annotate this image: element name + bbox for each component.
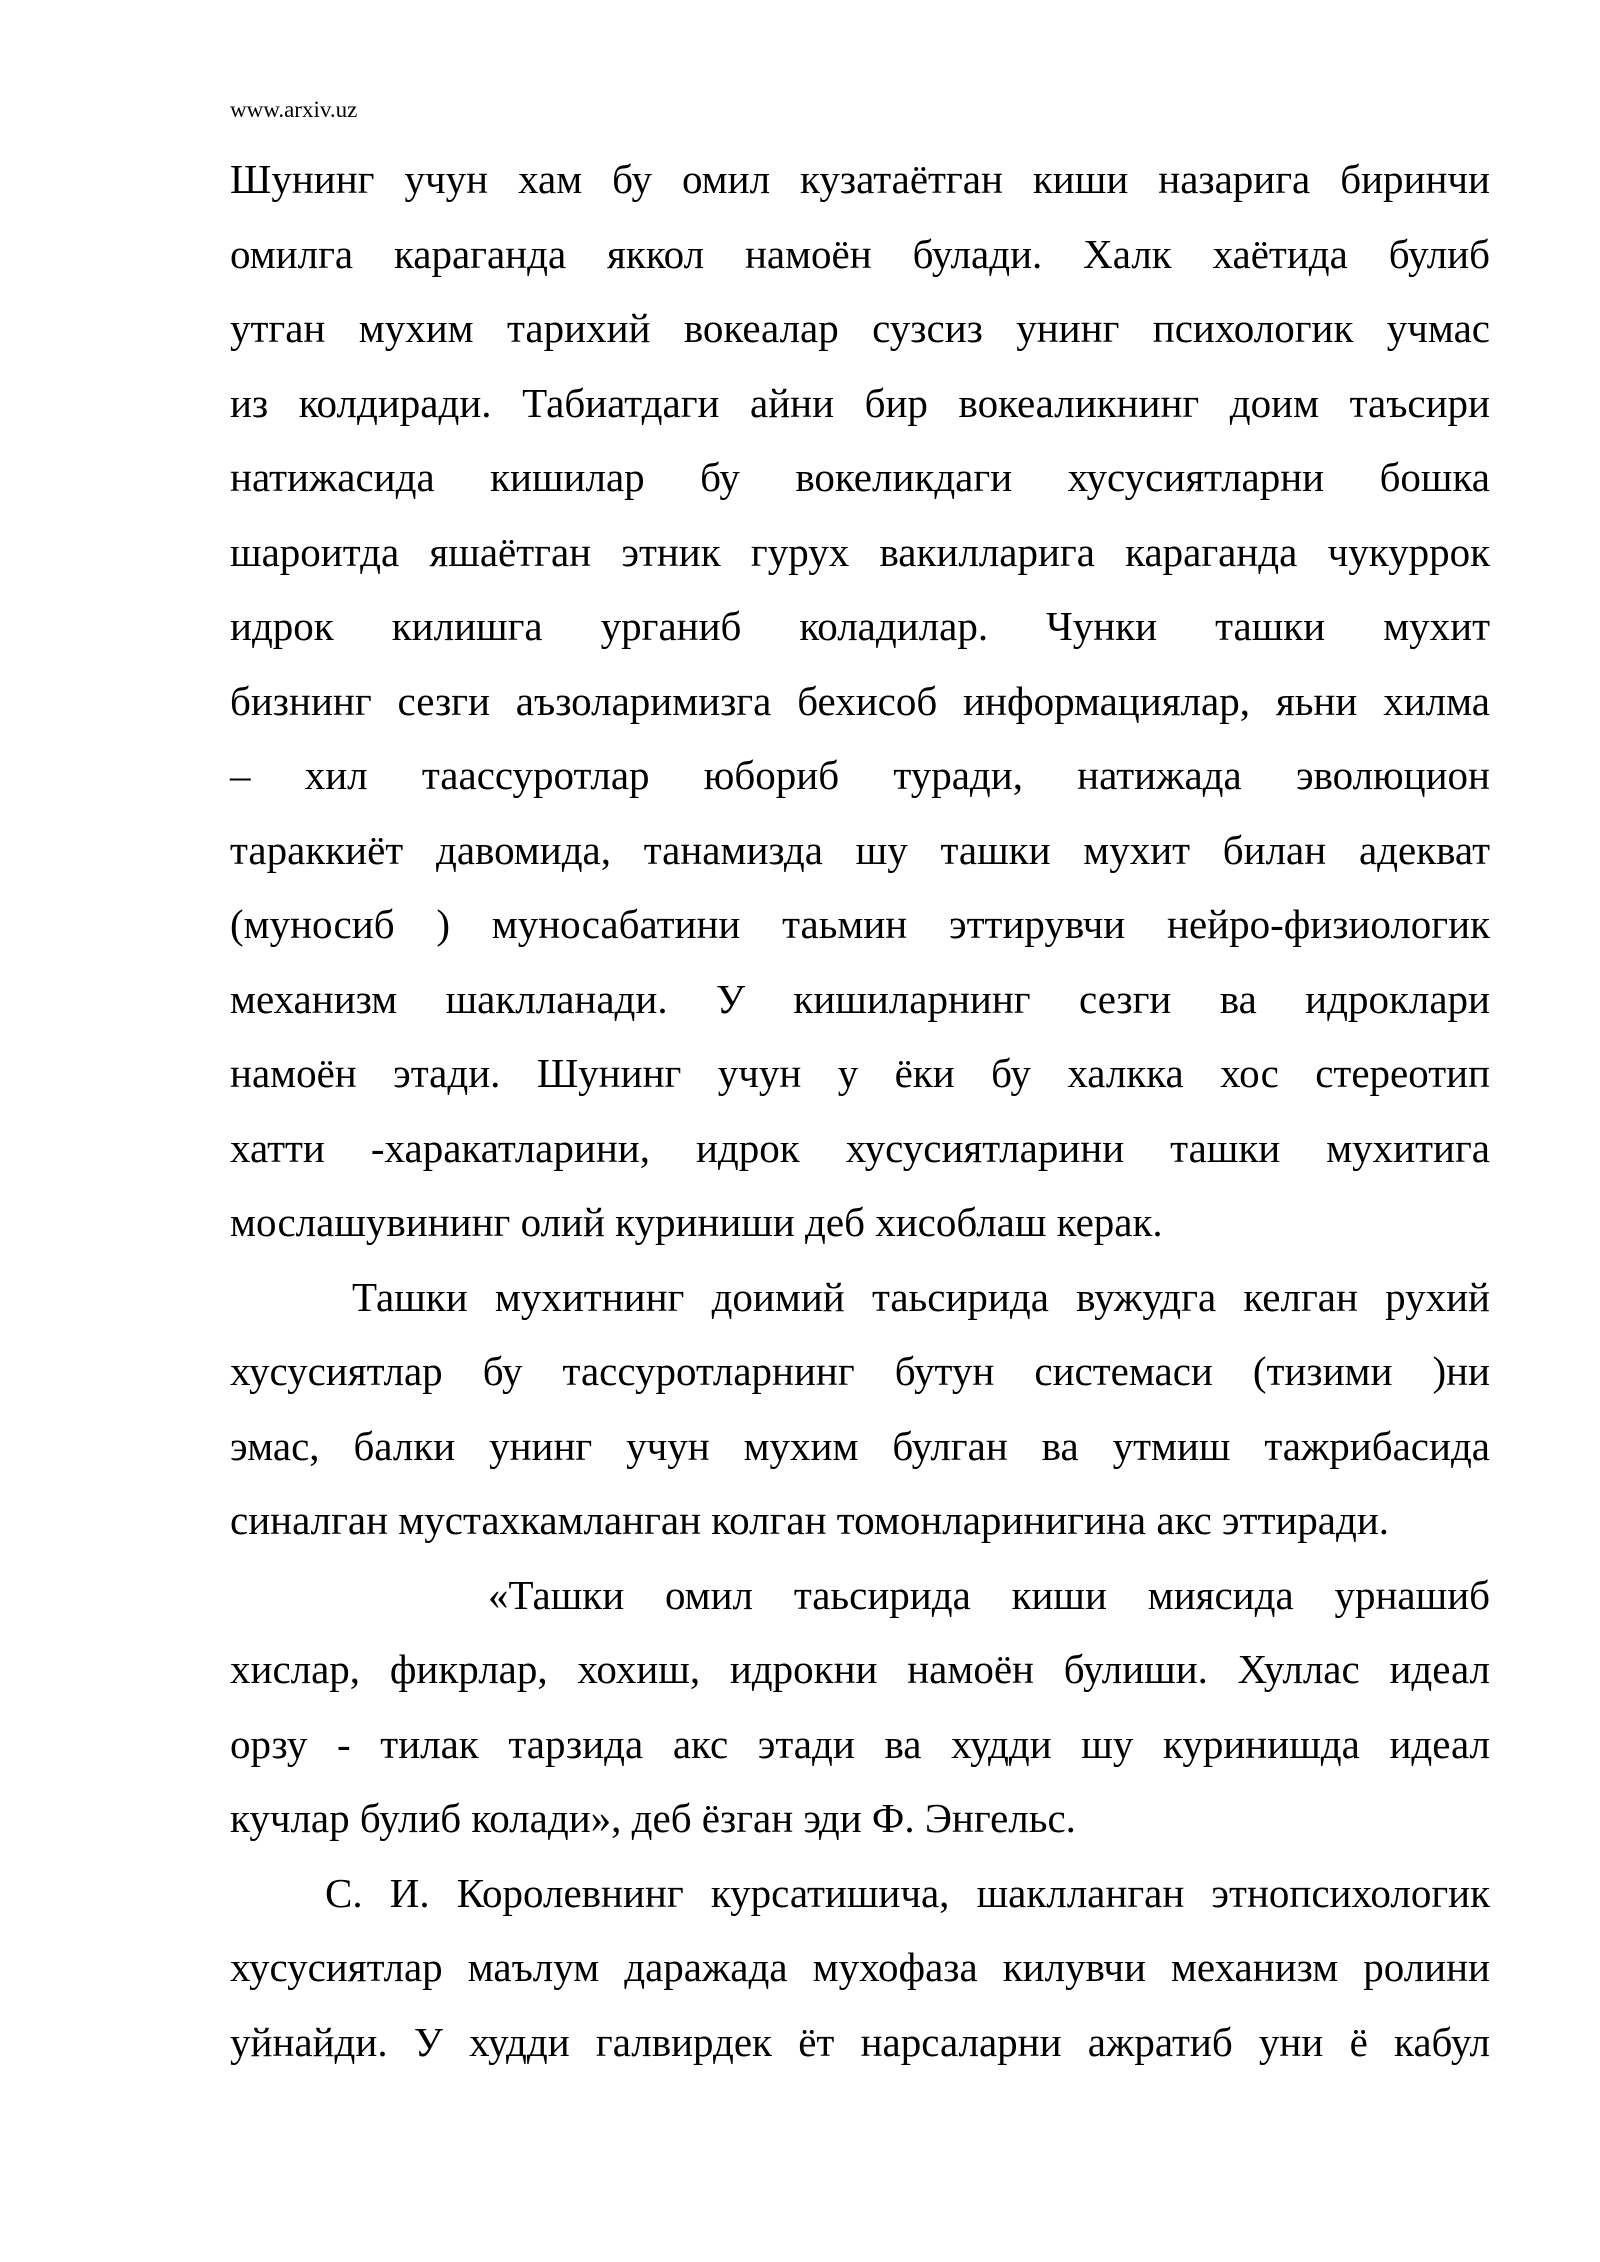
site-url-header: www.arxiv.uz	[230, 97, 358, 122]
text-line: кучлар булиб колади», деб ёзган эди Ф. Энгельс.	[230, 1795, 1076, 1841]
text-line: хислар, фикрлар, хохиш, идрокни намоён булиши. Хуллас идеал	[230, 1646, 1490, 1692]
text-line: намоён этади. Шунинг учун у ёки бу халкка хос стереотип	[230, 1050, 1490, 1096]
text-line: Ташки мухитнинг доимий таьсирида вужудга келган рухий	[352, 1273, 1490, 1320]
text-line: идрок килишга урганиб коладилар. Чунки ташки мухит	[230, 603, 1490, 649]
text-line: синалган мустахкамланган колган томонларинигина акс эттиради.	[230, 1497, 1390, 1543]
text-line: омилга караганда яккол намоён булади. Халк хаётида булиб	[230, 230, 1490, 277]
text-line: бизнинг сезги аъзоларимизга бехисоб информациялар, яьни хилма	[230, 677, 1490, 724]
document-body	[230, 142, 1490, 2079]
text-line: – хил таассуротлар юбориб туради, натижада эволюцион	[230, 752, 1490, 798]
text-line: «Ташки омил таьсирида киши миясида урнашиб	[488, 1571, 1490, 1618]
text-line: натижасида кишилар бу вокеликдаги хусусиятларни бошка	[230, 454, 1490, 500]
text-line: орзу - тилак тарзида акс этади ва худди шу куринишда идеал	[230, 1720, 1490, 1767]
text-line: шароитда яшаётган этник гурух вакилларига караганда чукуррок	[230, 528, 1490, 575]
text-line: мослашувининг олий куриниши деб хисоблаш керак.	[230, 1199, 1163, 1245]
text-line: Шунинг учун хам бу омил кузатаётган киши назарига биринчи	[230, 156, 1490, 202]
text-line: С. И. Королевнинг курсатишича, шаклланган этнопсихологик	[325, 1869, 1490, 1916]
text-line: хатти -харакатларини, идрок хусусиятларини ташки мухитига	[230, 1124, 1490, 1171]
text-line: уйнайди. У худди галвирдек ёт нарсаларни ажратиб уни ё кабул	[230, 2018, 1490, 2065]
text-line: (муносиб ) муносабатини таьмин эттирувчи нейро-физиологик	[230, 901, 1490, 947]
text-line: эмас, балки унинг учун мухим булган ва утмиш тажрибасида	[230, 1422, 1490, 1469]
text-line: тараккиёт давомида, танамизда шу ташки мухит билан адекват	[230, 826, 1490, 873]
text-line: из колдиради. Табиатдаги айни бир вокеаликнинг доим таъсири	[230, 379, 1490, 426]
text-line: хусусиятлар маълум даражада мухофаза килувчи механизм ролини	[230, 1944, 1490, 1990]
text-line: утган мухим тарихий вокеалар сузсиз унинг психологик учмас	[230, 305, 1490, 351]
text-line: механизм шаклланади. У кишиларнинг сезги ва идроклари	[230, 975, 1490, 1022]
text-line: хусусиятлар бу тассуротларнинг бутун системаси (тизими )ни	[230, 1348, 1490, 1394]
